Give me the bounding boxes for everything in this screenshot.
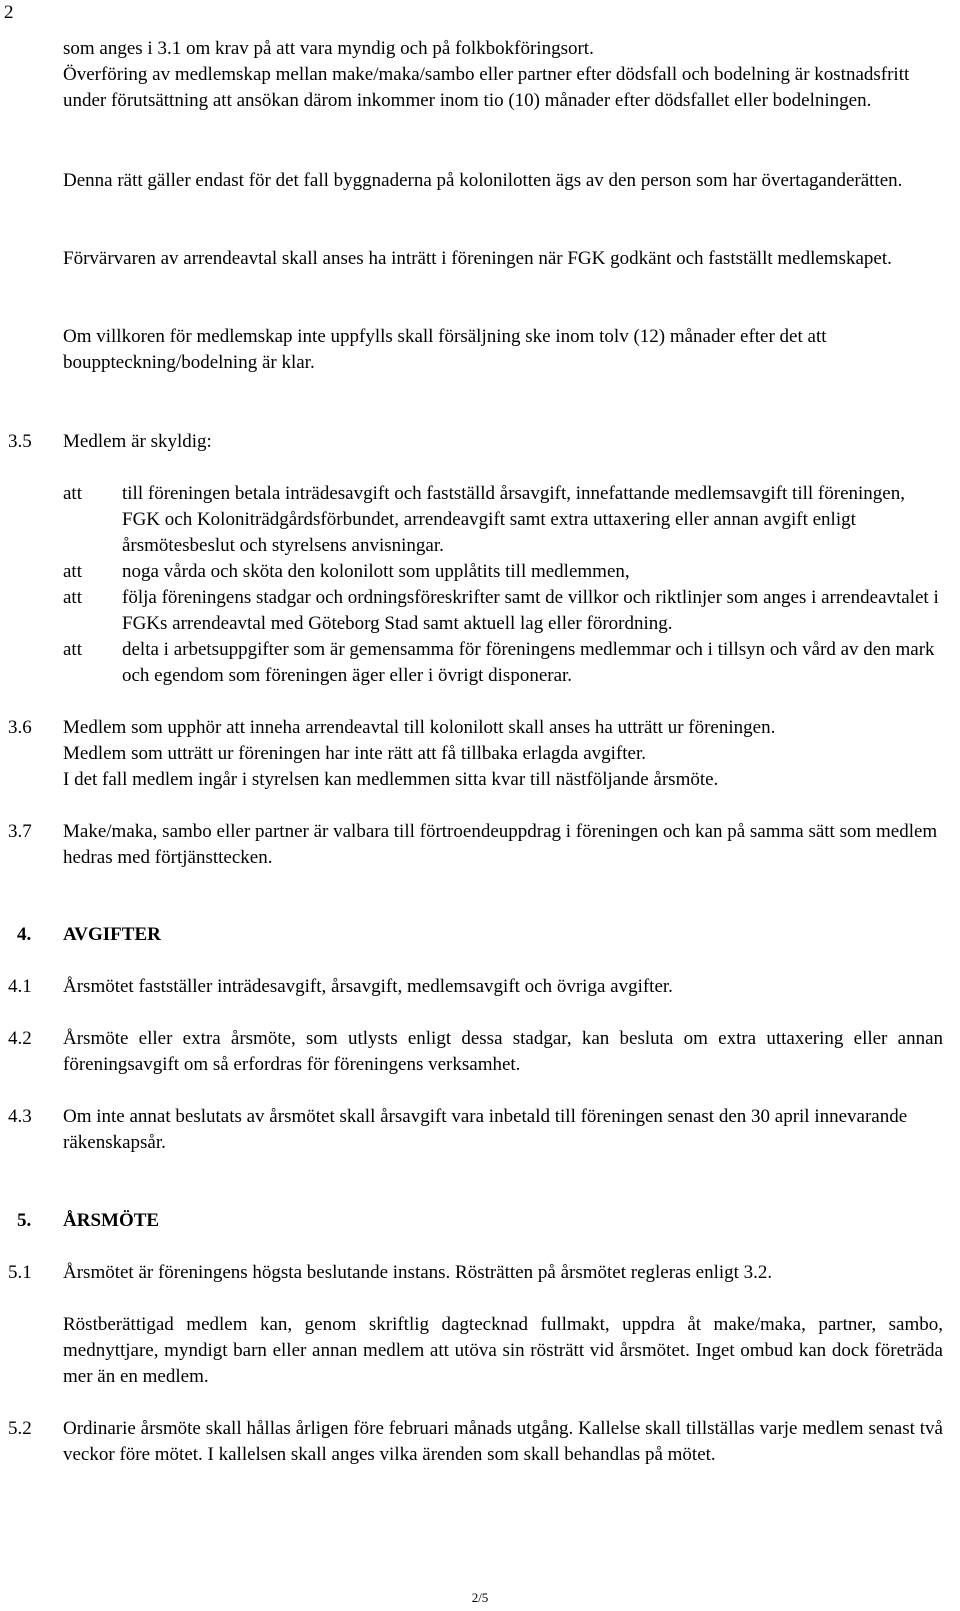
section-number-4-2: 4.2: [8, 1028, 32, 1049]
section-number-5-1: 5.1: [8, 1262, 32, 1283]
section-4-2-text: Årsmöte eller extra årsmöte, som utlysts enligt dessa stadgar, kan besluta om extra uttaxering eller annan föreningsavgift om så erfordras för föreningens verksamhet.: [63, 1028, 943, 1075]
att-label: att: [63, 587, 82, 608]
intro-rights-paragraph: Denna rätt gäller endast för det fall byggnaderna på kolonilotten ägs av den person som har övertaganderätten.: [63, 170, 903, 191]
heading-5-title: ÅRSMÖTE: [63, 1210, 160, 1231]
section-number-3-7: 3.7: [8, 821, 32, 842]
page-footer-number: 2/5: [471, 1590, 489, 1605]
duty-clause-1: till föreningen betala inträdesavgift och fastställd årsavgift, innefattande medlemsavgift till föreningen, FGK och Koloniträdgårdsförbundet, arrendeavgift samt extra uttaxering eller annan avgift enligt årsmötesbeslut och styrelsens anvisningar.: [122, 483, 905, 556]
intro-transfer-paragraph: Överföring av medlemskap mellan make/maka/sambo eller partner efter dödsfall och bodelning är kostnadsfritt under förutsättning att ansökan därom inkommer inom tio (10) månader efter dödsfallet eller bodelningen.: [63, 64, 910, 111]
section-3-5-title: Medlem är skyldig:: [63, 431, 212, 452]
duty-clause-4: delta i arbetsuppgifter som är gemensamma för föreningens medlemmar och i tillsyn och vård av den mark och egendom som föreningen äger eller i övrigt disponerar.: [122, 639, 935, 686]
section-3-6-line-3: I det fall medlem ingår i styrelsen kan medlemmen sitta kvar till nästföljande årsmöte.: [63, 769, 719, 790]
intro-acquirer-paragraph: Förvärvaren av arrendeavtal skall anses ha inträtt i föreningen när FGK godkänt och fastställt medlemskapet.: [63, 248, 892, 269]
att-label: att: [63, 561, 82, 582]
intro-line-1: som anges i 3.1 om krav på att vara myndig och på folkbokföringsort.: [63, 38, 594, 59]
section-5-1-proxy-text: Röstberättigad medlem kan, genom skriftlig dagtecknad fullmakt, uppdra åt make/maka, partner, sambo, mednyttjare, myndigt barn eller annan medlem att utöva sin rösträtt vid årsmötet. Inget ombud kan dock företräda mer än en medlem.: [63, 1314, 943, 1387]
intro-conditions-paragraph: Om villkoren för medlemskap inte uppfylls skall försäljning ske inom tolv (12) månader efter det att bouppteckning/bodelning är klar.: [63, 326, 827, 373]
section-number-4-3: 4.3: [8, 1106, 32, 1127]
section-5-2-text: Ordinarie årsmöte skall hållas årligen före februari månads utgång. Kallelse skall tillställas varje medlem senast två veckor före mötet. I kallelsen skall anges vilka ärenden som skall behandlas på mötet.: [63, 1418, 943, 1465]
section-3-6-line-1: Medlem som upphör att inneha arrendeavtal till kolonilott skall anses ha utträtt ur föreningen.: [63, 717, 776, 738]
page-number-top: 2: [4, 2, 14, 23]
duty-clause-3: följa föreningens stadgar och ordningsföreskrifter samt de villkor och riktlinjer som anges i arrendeavtalet i FGKs arrendeavtal med Göteborg Stad samt aktuell lag eller förordning.: [122, 587, 939, 634]
section-4-3-text: Om inte annat beslutats av årsmötet skall årsavgift vara inbetald till föreningen senast den 30 april innevarande räkenskapsår.: [63, 1106, 908, 1153]
section-number-3-6: 3.6: [8, 717, 32, 738]
heading-5-number: 5.: [17, 1210, 32, 1231]
section-number-4-1: 4.1: [8, 976, 32, 997]
section-number-5-2: 5.2: [8, 1418, 32, 1439]
section-3-6-line-2: Medlem som utträtt ur föreningen har inte rätt att få tillbaka erlagda avgifter.: [63, 743, 646, 764]
section-4-1-text: Årsmötet fastställer inträdesavgift, årsavgift, medlemsavgift och övriga avgifter.: [63, 976, 673, 997]
section-number-3-5: 3.5: [8, 431, 32, 452]
section-3-7-text: Make/maka, sambo eller partner är valbara till förtroendeuppdrag i föreningen och kan på samma sätt som medlem hedras med förtjänsttecken.: [63, 821, 938, 868]
heading-4-number: 4.: [17, 924, 32, 945]
heading-4-title: AVGIFTER: [63, 924, 161, 945]
att-label: att: [63, 639, 82, 660]
duty-clause-2: noga vårda och sköta den kolonilott som upplåtits till medlemmen,: [122, 561, 630, 582]
section-5-1-text: Årsmötet är föreningens högsta beslutande instans. Rösträtten på årsmötet regleras enligt 3.2.: [63, 1262, 773, 1283]
att-label: att: [63, 483, 82, 504]
